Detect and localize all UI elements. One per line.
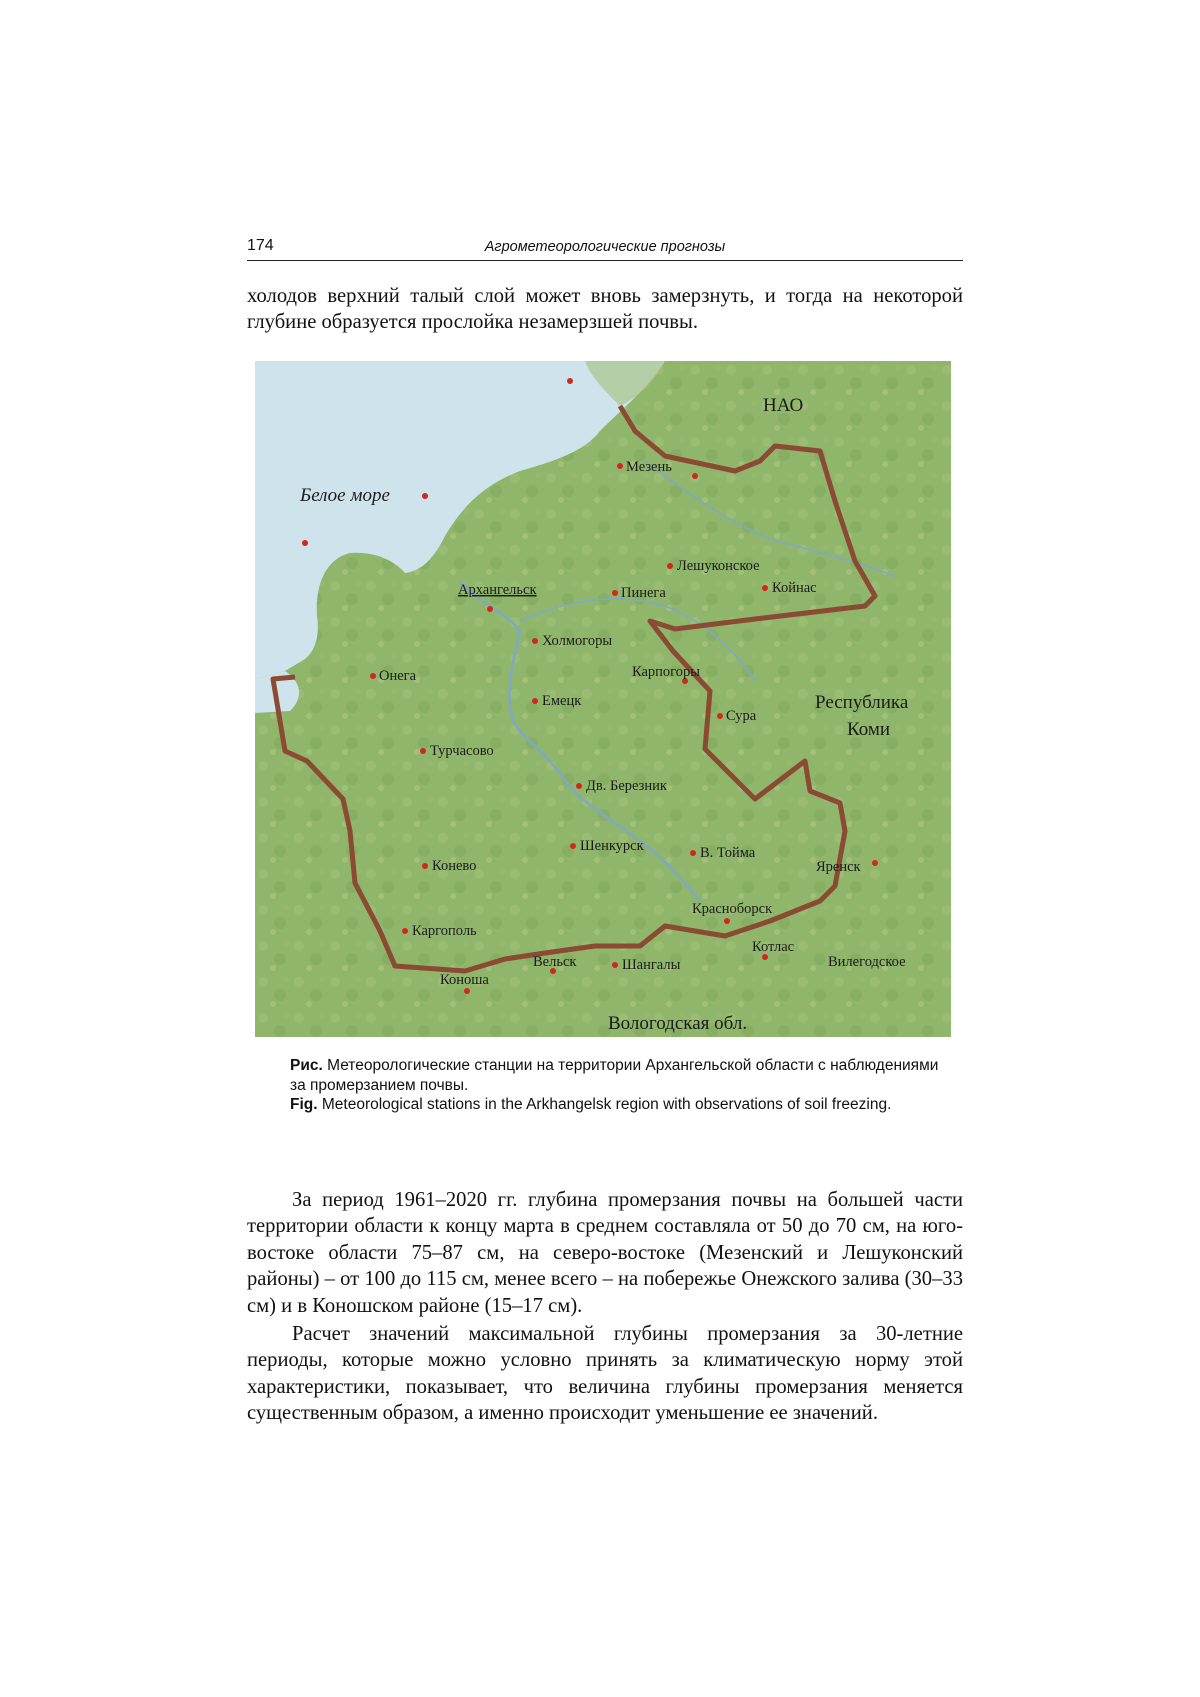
- station-label: Мезень: [626, 459, 672, 475]
- station-dot: [302, 540, 308, 546]
- caption-ru: [290, 1056, 950, 1095]
- station-label: Сура: [726, 708, 757, 724]
- komi-label-line1: Республика: [815, 692, 909, 713]
- station-label: Красноборск: [692, 901, 773, 917]
- station-label: Лешуконское: [677, 558, 760, 574]
- page-number: 174: [247, 237, 274, 254]
- running-title: Агрометеорологические прогнозы: [484, 239, 726, 255]
- map-svg: [255, 361, 951, 1037]
- caption-ru-label: Рис.: [290, 1057, 323, 1074]
- vologda-label: Вологодская обл.: [608, 1013, 748, 1034]
- station-dot: [570, 843, 576, 849]
- station-dot: [464, 988, 470, 994]
- body-paragraph: За период 1961–2020 гг. глубина промерзания почвы на большей части территории области к концу марта в среднем составляла от 50 до 70 см, на юго-востоке области 75–87 см, на северо-востоке (Мезенский и Лешуконский районы) – от 100 до 115 см, менее всего – на побережье Онежского залива (30–33 см) и в Коношском районе (15–17 см).: [247, 1189, 963, 1317]
- station-dot: [617, 463, 623, 469]
- caption-en: [290, 1095, 950, 1115]
- station-label: Яренск: [816, 859, 861, 875]
- station-label: Вилегодское: [828, 954, 906, 970]
- station-dot: [370, 673, 376, 679]
- station-dot: [667, 563, 673, 569]
- station-dot: [576, 783, 582, 789]
- station-label: Карпогоры: [632, 664, 701, 680]
- station-label: Шенкурск: [580, 838, 644, 854]
- station-dot: [532, 638, 538, 644]
- station-dot: [872, 860, 878, 866]
- station-dot: [487, 606, 493, 612]
- white-sea-label: Белое море: [300, 485, 390, 506]
- station-label: Холмогоры: [542, 633, 613, 649]
- station-label: Конево: [432, 858, 477, 874]
- station-dot: [422, 493, 428, 499]
- station-dot: [612, 590, 618, 596]
- intro-text: [247, 283, 963, 336]
- intro-paragraph: холодов верхний талый слой может вновь замерзнуть, и тогда на некоторой глубине образуется прослойка незамерзшей почвы.: [247, 285, 963, 334]
- nao-label: НАО: [763, 395, 804, 416]
- station-label: Котлас: [752, 939, 795, 955]
- station-dot: [717, 713, 723, 719]
- station-dot: [422, 863, 428, 869]
- station-label: Вельск: [533, 954, 577, 970]
- map-figure: [255, 361, 951, 1037]
- running-head: [247, 234, 963, 261]
- station-label: Койнас: [772, 580, 817, 596]
- station-label: Шангалы: [622, 957, 681, 973]
- station-dot: [532, 698, 538, 704]
- station-dot: [567, 378, 573, 384]
- station-dot: [724, 918, 730, 924]
- body-paragraph: Расчет значений максимальной глубины промерзания за 30-летние периоды, которые можно условно принять за климатическую норму этой характеристики, показывает, что величина глубины промерзания меняется существенным образом, а именно происходит уменьшение ее значений.: [247, 1323, 963, 1425]
- station-dot: [402, 928, 408, 934]
- station-dot: [762, 585, 768, 591]
- station-label: Емецк: [542, 693, 582, 709]
- station-label: Каргополь: [412, 923, 477, 939]
- station-label: Онега: [379, 668, 417, 684]
- station-label: Дв. Березник: [586, 778, 667, 794]
- station-label: Архангельск: [458, 582, 537, 598]
- caption-en-label: Fig.: [290, 1096, 318, 1113]
- station-dot: [690, 850, 696, 856]
- station-label: Пинега: [621, 585, 666, 601]
- station-label: Турчасово: [430, 743, 494, 759]
- station-label: В. Тойма: [700, 845, 756, 861]
- station-dot: [692, 473, 698, 479]
- caption-en-text: Meteorological stations in the Arkhangelsk region with observations of soil freezing.: [321, 1096, 892, 1113]
- station-dot: [420, 748, 426, 754]
- body-text: [247, 1187, 963, 1427]
- figure-caption: [290, 1056, 950, 1115]
- caption-ru-text: Метеорологические станции на территории Архангельской области с наблюдениями за промерзанием почвы.: [290, 1057, 939, 1094]
- station-label: Коноша: [440, 972, 489, 988]
- komi-label-line2: Коми: [847, 719, 891, 740]
- station-dot: [612, 962, 618, 968]
